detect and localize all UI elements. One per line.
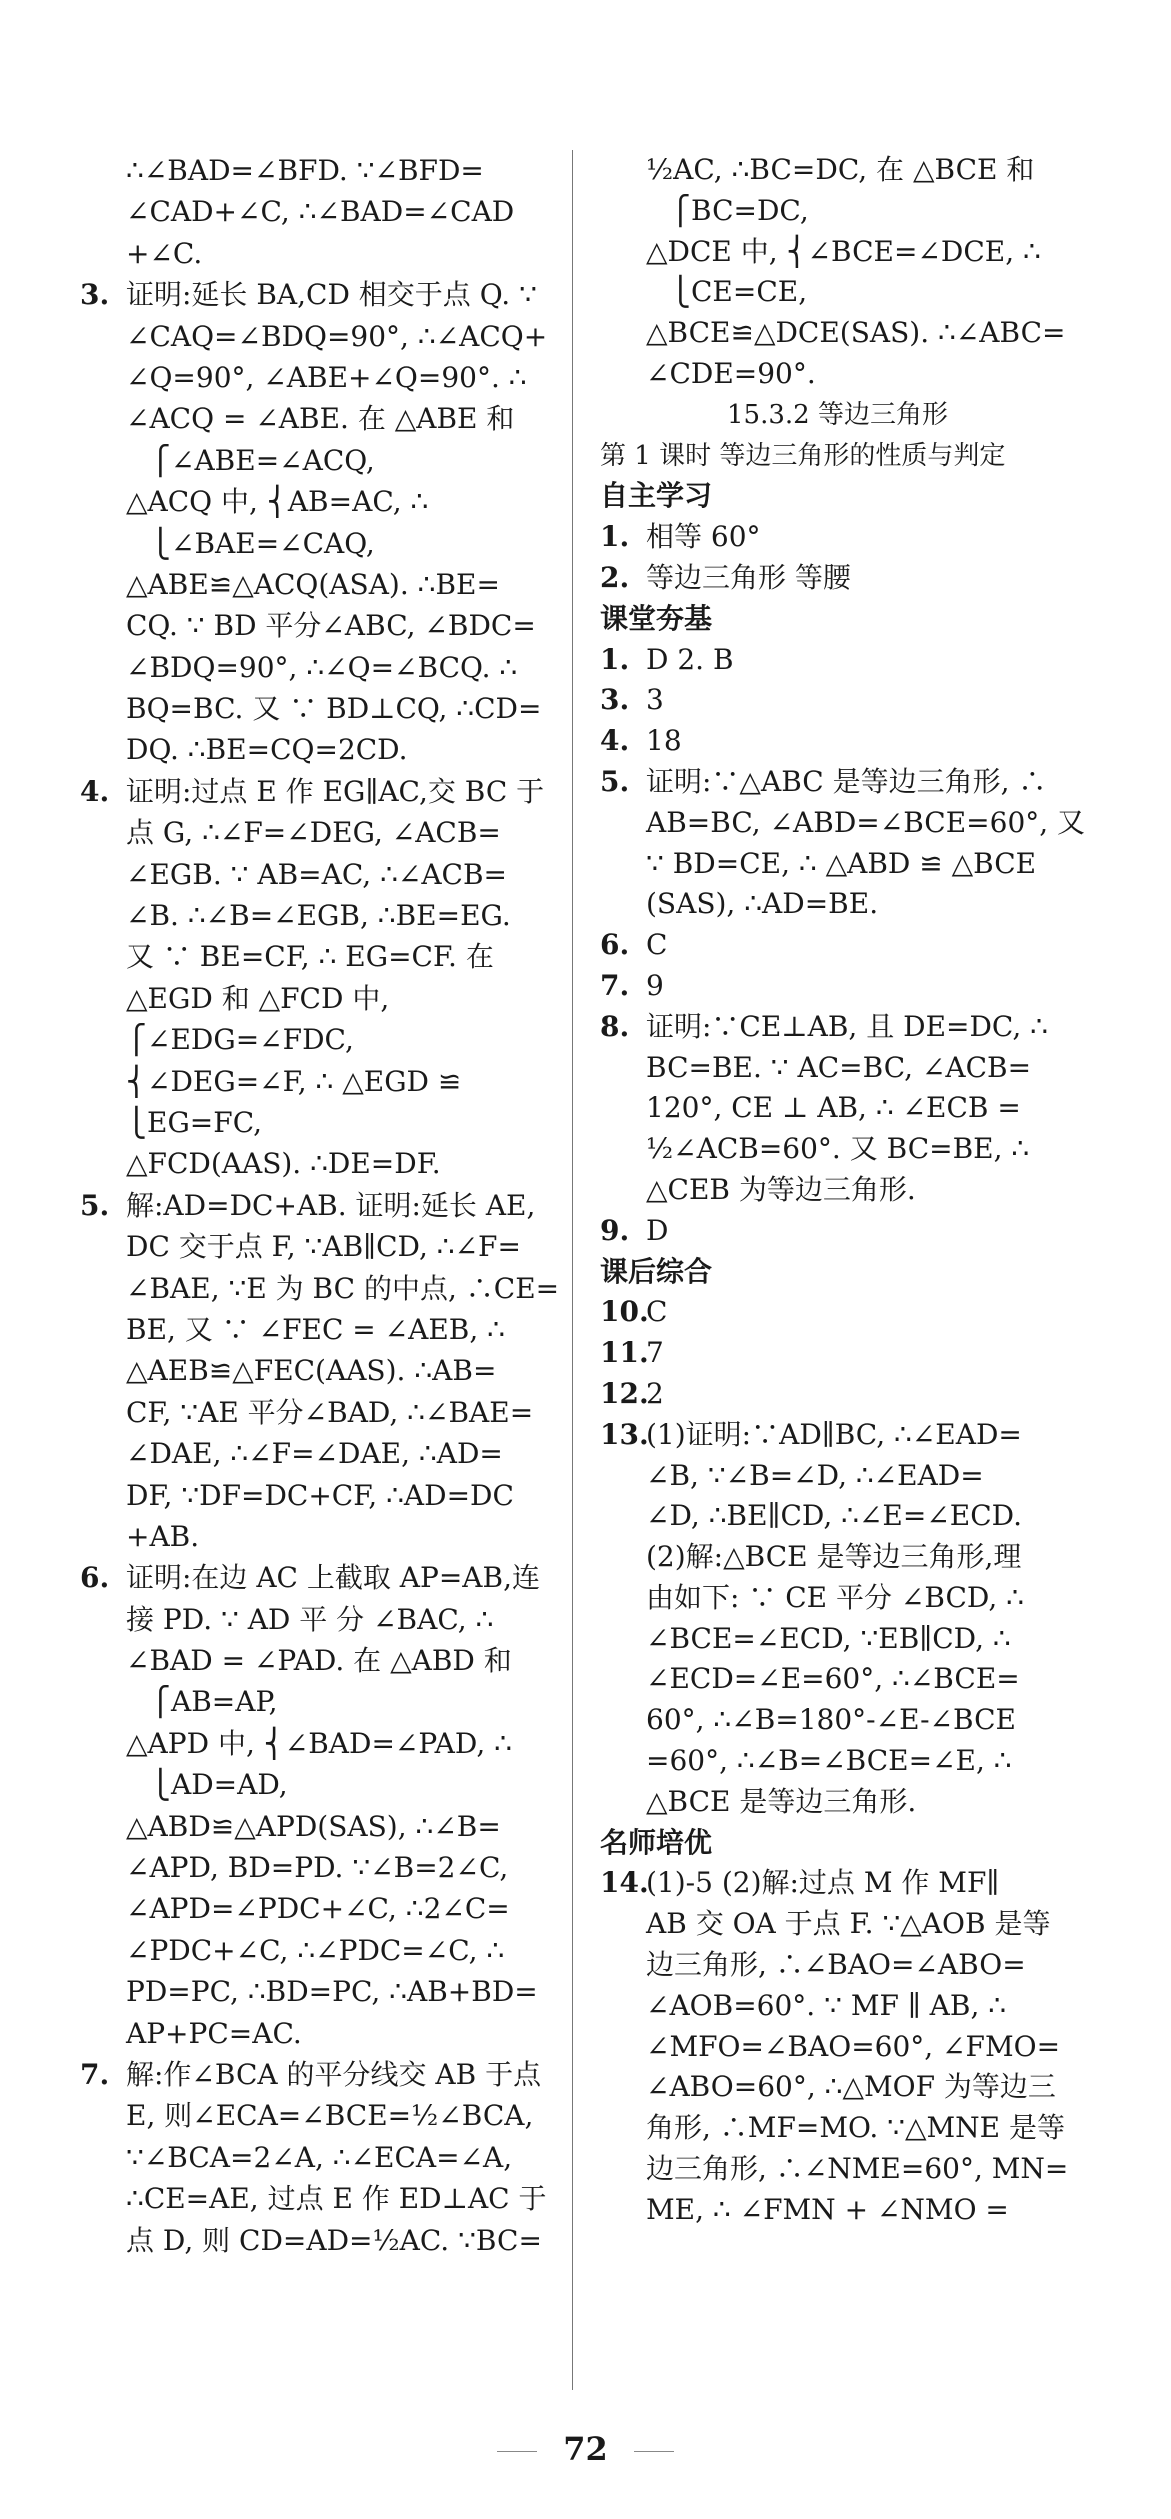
text-line — [600, 1741, 1075, 1782]
line-text: BE, 又 ∵ ∠FEC = ∠AEB, ∴ — [126, 1312, 505, 1346]
text-line — [80, 1847, 550, 1888]
text-line — [80, 1350, 550, 1391]
item-number: 13. — [600, 1417, 649, 1451]
text-line — [80, 1102, 550, 1143]
section-heading — [600, 599, 1075, 640]
text-line — [80, 2054, 550, 2095]
line-text: △AEB≌△FEC(AAS). ∴AB= — [126, 1354, 497, 1388]
item-number: 11. — [600, 1336, 649, 1370]
text-line — [600, 395, 1075, 436]
text-line — [80, 440, 550, 481]
text-line — [600, 191, 1075, 232]
text-line — [600, 640, 1075, 681]
line-text: △BCE≌△DCE(SAS). ∴∠ABC= — [646, 316, 1066, 350]
line-text: ⎩AD=AD, — [150, 1768, 288, 1802]
line-text: ½∠ACB=60°. 又 BC=BE, ∴ — [646, 1132, 1030, 1166]
text-line — [600, 966, 1075, 1007]
text-line — [600, 2027, 1075, 2068]
line-text: △ABD≌△APD(SAS), ∴∠B= — [126, 1809, 501, 1843]
line-text: ∵ BD=CE, ∴ △ABD ≌ △BCE — [646, 846, 1037, 880]
text-line — [600, 1700, 1075, 1741]
text-line — [600, 1945, 1075, 1986]
text-line — [600, 721, 1075, 762]
text-line — [600, 680, 1075, 721]
line-text: ⎩EG=FC, — [126, 1105, 263, 1139]
line-text: ∠D, ∴BE∥CD, ∴∠E=∠ECD. — [646, 1499, 1023, 1533]
line-text: ⎧∠ABE=∠ACQ, — [150, 443, 375, 477]
text-line — [80, 605, 550, 646]
page-number-dash-right — [634, 2451, 674, 2452]
line-text: 120°, CE ⊥ AB, ∴ ∠ECB = — [646, 1091, 1021, 1125]
text-line — [80, 936, 550, 977]
text-line — [600, 558, 1075, 599]
line-text: AB 交 OA 于点 F. ∵△AOB 是等 — [646, 1907, 1051, 1941]
item-number: 8. — [600, 1009, 630, 1043]
text-line — [80, 2013, 550, 2054]
line-text: ∠BDQ=90°, ∴∠Q=∠BCQ. ∴ — [126, 650, 518, 684]
left-column — [80, 150, 560, 2261]
line-text: ⎧AB=AP, — [150, 1685, 278, 1719]
line-text: PD=PC, ∴BD=PC, ∴AB+BD= — [126, 1975, 538, 2009]
line-text: ∠CAQ=∠BDQ=90°, ∴∠ACQ+ — [126, 319, 548, 353]
line-text: 自主学习 — [600, 479, 713, 513]
text-line — [600, 1292, 1075, 1333]
item-number: 9. — [600, 1213, 630, 1247]
line-text: 3 — [646, 683, 664, 717]
text-line — [600, 1456, 1075, 1497]
text-line — [80, 854, 550, 895]
text-line — [600, 2190, 1075, 2231]
line-text: 课堂夯基 — [600, 601, 713, 635]
text-line — [600, 1986, 1075, 2027]
text-line — [80, 771, 550, 812]
line-text: 相等 60° — [646, 520, 761, 554]
line-text: 7 — [646, 1336, 664, 1370]
line-text: 第 1 课时 等边三角形的性质与判定 — [600, 440, 1006, 471]
page-number-text: 72 — [563, 2430, 608, 2468]
text-line — [600, 1578, 1075, 1619]
text-line — [600, 1537, 1075, 1578]
line-text: ∠PDC+∠C, ∴∠PDC=∠C, ∴ — [126, 1933, 505, 1967]
text-line — [80, 1640, 550, 1681]
line-text: BQ=BC. 又 ∵ BD⊥CQ, ∴CD= — [126, 692, 542, 726]
line-text: =60°, ∴∠B=∠BCE=∠E, ∴ — [646, 1744, 1012, 1778]
line-text: ⎩∠BAE=∠CAQ, — [150, 526, 375, 560]
line-text: 18 — [646, 724, 682, 758]
line-text: △ABE≌△ACQ(ASA). ∴BE= — [126, 567, 500, 601]
line-text: 点 G, ∴∠F=∠DEG, ∠ACB= — [126, 816, 501, 850]
text-line — [600, 313, 1075, 354]
text-line — [80, 274, 550, 315]
line-text: 边三角形, ∴∠NME=60°, MN= — [646, 2152, 1069, 2186]
text-line — [600, 762, 1075, 803]
line-text: ⎧BC=DC, — [670, 193, 809, 227]
line-text: ∴∠BAD=∠BFD. ∵∠BFD= — [126, 154, 484, 187]
line-text: 60°, ∴∠B=180°-∠E-∠BCE — [646, 1703, 1016, 1737]
line-text: △CEB 为等边三角形. — [646, 1172, 916, 1206]
line-text: BC=BE. ∵ AC=BC, ∠ACB= — [646, 1050, 1032, 1084]
line-text: 2 — [646, 1376, 664, 1410]
section-heading — [600, 476, 1075, 517]
text-line — [80, 895, 550, 936]
text-line — [80, 1764, 550, 1805]
text-line — [80, 647, 550, 688]
line-text: +AB. — [126, 1519, 200, 1553]
line-text: ∠ECD=∠E=60°, ∴∠BCE= — [646, 1662, 1020, 1696]
line-text: △DCE 中, ⎨∠BCE=∠DCE, ∴ — [646, 234, 1041, 268]
text-line — [600, 1333, 1075, 1374]
text-line — [80, 1392, 550, 1433]
text-line — [600, 1211, 1075, 1252]
text-line — [80, 398, 550, 439]
item-number: 5. — [80, 1188, 110, 1222]
text-line — [600, 2149, 1075, 2190]
text-line — [600, 272, 1075, 313]
text-line — [600, 436, 1075, 477]
line-text: ∠BCE=∠ECD, ∵EB∥CD, ∴ — [646, 1621, 1011, 1655]
line-text: ∠B. ∴∠B=∠EGB, ∴BE=EG. — [126, 899, 511, 933]
line-text: AP+PC=AC. — [126, 2016, 302, 2050]
text-line — [600, 354, 1075, 395]
item-number: 1. — [600, 520, 630, 554]
text-line — [80, 523, 550, 564]
text-line — [600, 1007, 1075, 1048]
line-text: AB=BC, ∠ABD=∠BCE=60°, 又 — [646, 805, 1086, 839]
line-text: ∠ACQ = ∠ABE. 在 △ABE 和 — [126, 402, 515, 436]
text-line — [80, 564, 550, 605]
item-number: 7. — [600, 968, 630, 1002]
text-line — [600, 1496, 1075, 1537]
line-text: 点 D, 则 CD=AD=½AC. ∵BC= — [126, 2223, 542, 2257]
item-number: 12. — [600, 1376, 649, 1410]
item-number: 5. — [600, 764, 630, 798]
text-line — [80, 1599, 550, 1640]
text-line — [80, 1309, 550, 1350]
line-text: +∠C. — [126, 236, 203, 270]
right-column — [600, 150, 1086, 2231]
line-text: (SAS), ∴AD=BE. — [646, 887, 879, 921]
text-line — [80, 1433, 550, 1474]
line-text: DC 交于点 F, ∵AB∥CD, ∴∠F= — [126, 1230, 521, 1264]
text-line — [80, 688, 550, 729]
text-line — [600, 1129, 1075, 1170]
line-text: 名师培优 — [600, 1825, 713, 1859]
text-line — [600, 1782, 1075, 1823]
text-line — [600, 1863, 1075, 1904]
text-line — [80, 978, 550, 1019]
text-line — [80, 357, 550, 398]
line-text: ∴CE=AE, 过点 E 作 ED⊥AC 于 — [126, 2182, 547, 2216]
line-text: 接 PD. ∵ AD 平 分 ∠BAC, ∴ — [126, 1602, 494, 1636]
line-text: △ACQ 中, ⎨AB=AC, ∴ — [126, 485, 429, 519]
line-text: ∠CDE=90°. — [646, 356, 816, 390]
line-text: CQ. ∵ BD 平分∠ABC, ∠BDC= — [126, 609, 536, 643]
line-text: 解:作∠BCA 的平分线交 AB 于点 — [126, 2057, 542, 2091]
line-text: ⎩CE=CE, — [670, 275, 808, 309]
text-line — [80, 1475, 550, 1516]
line-text: C — [646, 928, 668, 962]
text-line — [600, 1904, 1075, 1945]
line-text: △APD 中, ⎨∠BAD=∠PAD, ∴ — [126, 1726, 512, 1760]
page-number-dash-left — [497, 2451, 537, 2452]
line-text: 解:AD=DC+AB. 证明:延长 AE, — [126, 1188, 536, 1222]
line-text: 证明:∵CE⊥AB, 且 DE=DC, ∴ — [646, 1009, 1048, 1043]
text-line — [80, 1185, 550, 1226]
text-line — [80, 1019, 550, 1060]
line-text: ½AC, ∴BC=DC, 在 △BCE 和 — [646, 153, 1035, 186]
text-line — [80, 1806, 550, 1847]
text-line — [80, 1061, 550, 1102]
line-text: ∠DAE, ∴∠F=∠DAE, ∴AD= — [126, 1437, 503, 1471]
section-heading — [600, 1823, 1075, 1864]
line-text: 由如下: ∵ CE 平分 ∠BCD, ∴ — [646, 1580, 1024, 1614]
text-line — [80, 1516, 550, 1557]
column-divider — [572, 150, 573, 2390]
text-line — [80, 1557, 550, 1598]
text-line — [80, 1723, 550, 1764]
text-line — [80, 1681, 550, 1722]
line-text: 证明:过点 E 作 EG∥AC,交 BC 于 — [126, 774, 545, 808]
page-number — [0, 2430, 1171, 2468]
text-line — [600, 150, 1075, 191]
item-number: 3. — [600, 683, 630, 717]
line-text: DQ. ∴BE=CQ=2CD. — [126, 733, 408, 767]
item-number: 3. — [80, 278, 110, 312]
line-text: ⎧∠EDG=∠FDC, — [126, 1023, 354, 1057]
line-text: 15.3.2 等边三角形 — [727, 399, 948, 430]
line-text: ∠BAE, ∵E 为 BC 的中点, ∴CE= — [126, 1271, 560, 1305]
line-text: 又 ∵ BE=CF, ∴ EG=CF. 在 — [126, 940, 494, 974]
text-line — [600, 517, 1075, 558]
line-text: ∠AOB=60°. ∵ MF ∥ AB, ∴ — [646, 1988, 1007, 2022]
line-text: ∠APD, BD=PD. ∵∠B=2∠C, — [126, 1851, 509, 1885]
text-line — [80, 729, 550, 770]
text-line — [600, 1048, 1075, 1089]
text-line — [600, 1170, 1075, 1211]
section-heading — [600, 1252, 1075, 1293]
line-text: 证明:延长 BA,CD 相交于点 Q. ∵ — [126, 278, 537, 312]
line-text: 证明:在边 AC 上截取 AP=AB,连 — [126, 1561, 540, 1595]
text-line — [80, 2178, 550, 2219]
line-text: △BCE 是等边三角形. — [646, 1784, 917, 1818]
line-text: E, 则∠ECA=∠BCE=½∠BCA, — [126, 2099, 534, 2133]
text-line — [80, 1226, 550, 1267]
line-text: 等边三角形 等腰 — [646, 560, 851, 594]
line-text: ∠Q=90°, ∠ABE+∠Q=90°. ∴ — [126, 360, 527, 394]
text-line — [600, 844, 1075, 885]
line-text: (1)-5 (2)解:过点 M 作 MF∥ — [646, 1866, 1000, 1900]
line-text: ∵∠BCA=2∠A, ∴∠ECA=∠A, — [126, 2140, 513, 2174]
item-number: 14. — [600, 1866, 649, 1900]
item-number: 4. — [600, 724, 630, 758]
text-line — [600, 2108, 1075, 2149]
line-text: △EGD 和 △FCD 中, — [126, 981, 390, 1015]
line-text: 课后综合 — [600, 1254, 713, 1288]
text-line — [600, 925, 1075, 966]
text-line — [600, 884, 1075, 925]
line-text: ∠B, ∵∠B=∠D, ∴∠EAD= — [646, 1458, 984, 1492]
line-text: ∠BAD = ∠PAD. 在 △ABD 和 — [126, 1644, 512, 1678]
text-line — [80, 233, 550, 274]
text-line — [600, 1659, 1075, 1700]
line-text: 证明:∵△ABC 是等边三角形, ∴ — [646, 764, 1047, 798]
line-text: CF, ∵AE 平分∠BAD, ∴∠BAE= — [126, 1395, 534, 1429]
item-number: 2. — [600, 560, 630, 594]
line-text: △FCD(AAS). ∴DE=DF. — [126, 1147, 441, 1181]
line-text: C — [646, 1295, 668, 1329]
text-line — [600, 1415, 1075, 1456]
text-line — [80, 2220, 550, 2261]
text-line — [600, 803, 1086, 844]
line-text: 角形, ∴MF=MO. ∵△MNE 是等 — [646, 2111, 1066, 2145]
line-text: 9 — [646, 968, 664, 1002]
item-number: 6. — [80, 1561, 110, 1595]
line-text: ⎨∠DEG=∠F, ∴ △EGD ≌ — [126, 1064, 462, 1098]
line-text: ME, ∴ ∠FMN + ∠NMO = — [646, 2192, 1009, 2226]
text-line — [600, 2067, 1075, 2108]
text-line — [80, 1930, 550, 1971]
text-line — [600, 1088, 1075, 1129]
text-line — [600, 1619, 1075, 1660]
line-text: 边三角形, ∴∠BAO=∠ABO= — [646, 1948, 1026, 1982]
line-text: ∠MFO=∠BAO=60°, ∠FMO= — [646, 2029, 1061, 2063]
text-line — [80, 191, 550, 232]
line-text: (1)证明:∵AD∥BC, ∴∠EAD= — [646, 1417, 1022, 1451]
line-text: ∠CAD+∠C, ∴∠BAD=∠CAD — [126, 195, 515, 229]
item-number: 7. — [80, 2057, 110, 2091]
text-line — [80, 1888, 550, 1929]
text-line — [600, 1374, 1075, 1415]
line-text: D 2. B — [646, 642, 734, 676]
text-line — [80, 2137, 550, 2178]
item-number: 10. — [600, 1295, 649, 1329]
text-line — [80, 1971, 550, 2012]
text-line — [80, 2095, 550, 2136]
text-line — [80, 1268, 560, 1309]
text-line — [80, 316, 550, 357]
text-line — [80, 150, 550, 191]
line-text: DF, ∵DF=DC+CF, ∴AD=DC — [126, 1478, 514, 1512]
line-text: D — [646, 1213, 669, 1247]
text-line — [80, 812, 550, 853]
item-number: 6. — [600, 928, 630, 962]
item-number: 1. — [600, 642, 630, 676]
line-text: ∠EGB. ∵ AB=AC, ∴∠ACB= — [126, 857, 508, 891]
line-text: (2)解:△BCE 是等边三角形,理 — [646, 1540, 1022, 1574]
text-line — [600, 232, 1075, 273]
text-line — [80, 1143, 550, 1184]
line-text: ∠APD=∠PDC+∠C, ∴2∠C= — [126, 1892, 510, 1926]
item-number: 4. — [80, 774, 110, 808]
line-text: ∠ABO=60°, ∴△MOF 为等边三 — [646, 2070, 1056, 2104]
text-line — [80, 481, 550, 522]
